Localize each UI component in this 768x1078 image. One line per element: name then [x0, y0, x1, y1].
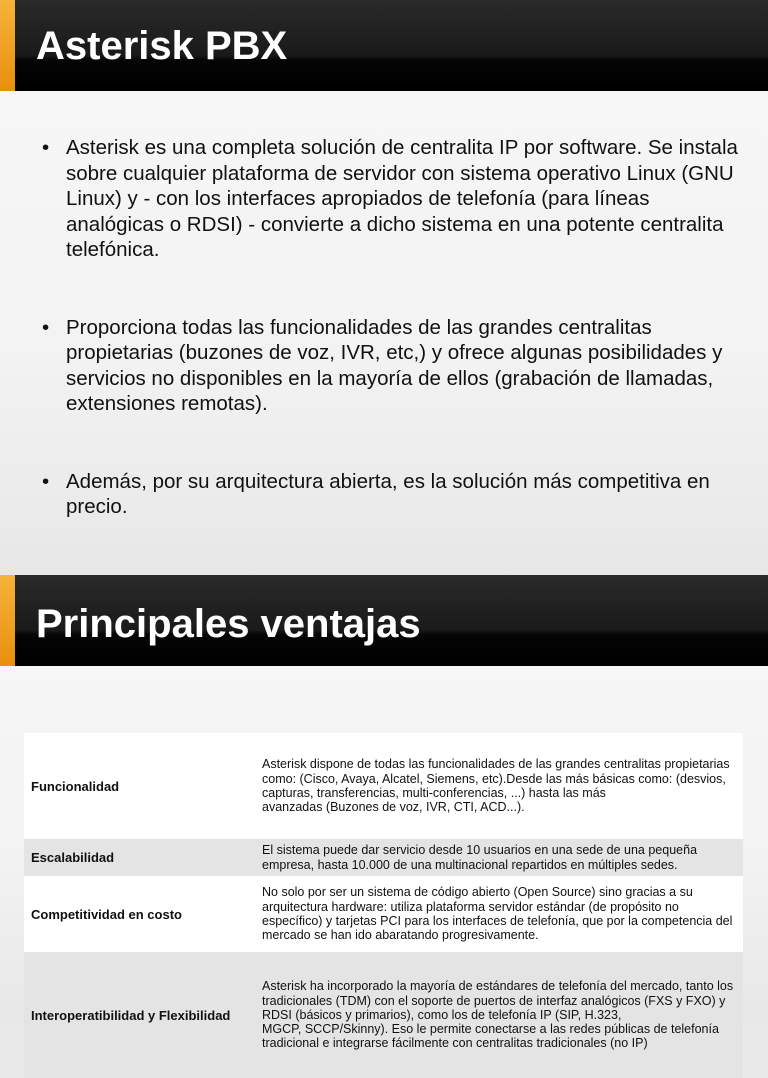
row-key: Funcionalidad [31, 778, 120, 794]
row-value: El sistema puede dar servicio desde 10 usuarios en una sede de una pequeña empresa, hasta 10.000 de una multinacional repartidos en múltiples sedes. [262, 843, 698, 872]
slide-principales-ventajas [0, 575, 768, 1051]
bullet-item [40, 315, 740, 417]
row-value: No solo por ser un sistema de código abierto (Open Source) sino gracias a su arquitectura hardware: utiliza plataforma servidor estándar (de propósito no específico) y tarjetas PCI para los interfaces de telefonía, que por la competencia del mercado se han ido abaratando progresivamente. [262, 885, 733, 943]
bullet-item [40, 469, 740, 520]
row-key: Escalabilidad [31, 850, 115, 865]
table-row [24, 952, 743, 1078]
table-row [24, 876, 743, 952]
row-value: Asterisk ha incorporado la mayoría de estándares de telefonía del mercado, tanto los tradicionales (TDM) con el soporte de puertos de interfaz analógicos (FXS y FXO) y RDSI (básicos y primarios), como los de telefonía IP (SIP, H.323, MGCP, SCCP/Skinny). Eso le permite conectarse a las redes públicas de telefonía tradicional e integrarse fácilmente con centralitas tradicionales (no IP) [262, 979, 734, 1051]
accent-bar [0, 0, 15, 91]
bullet-text: Proporciona todas las funcionalidades de las grandes centralitas propietarias (buzones de voz, IVR, etc,) y ofrece algunas posibilidades y servicios no disponibles en la mayoría de ellos (grabación de llamadas, extensiones remotas). [66, 315, 723, 415]
accent-bar [0, 575, 15, 666]
bullet-item [40, 135, 740, 263]
bullet-text: Asterisk es una completa solución de centralita IP por software. Se instala sobre cualquier plataforma de servidor con sistema operativo Linux (GNU Linux) y - con los interfaces apropiados de telefonía (para líneas analógicas o RDSI) - convierte a dicho sistema en una potente centralita telefónica. [66, 136, 738, 261]
table-row [24, 733, 743, 839]
bullet-list [40, 135, 740, 572]
slide-header [0, 0, 768, 91]
row-key: Competitividad en costo [31, 906, 182, 922]
slide-title: Asterisk PBX [36, 24, 288, 68]
row-value: Asterisk dispone de todas las funcionalidades de las grandes centralitas propietarias como: (Cisco, Avaya, Alcatel, Siemens, etc).Desde las más básicas como: (desvios, capturas, transferencias, multi-conferencias, ...) hasta las más avanzadas (Buzones de voz, IVR, CTI, ACD...). [262, 757, 730, 815]
bullet-icon: • [42, 469, 50, 493]
slide-header [0, 575, 768, 666]
bullet-icon: • [42, 315, 50, 339]
slide-title: Principales ventajas [36, 602, 421, 646]
advantages-table [24, 733, 743, 1078]
bullet-text: Además, por su arquitectura abierta, es la solución más competitiva en precio. [66, 469, 710, 518]
row-key: Interoperatibilidad y Flexibilidad [31, 1007, 231, 1023]
table-row [24, 839, 743, 876]
bullet-icon: • [42, 136, 50, 159]
